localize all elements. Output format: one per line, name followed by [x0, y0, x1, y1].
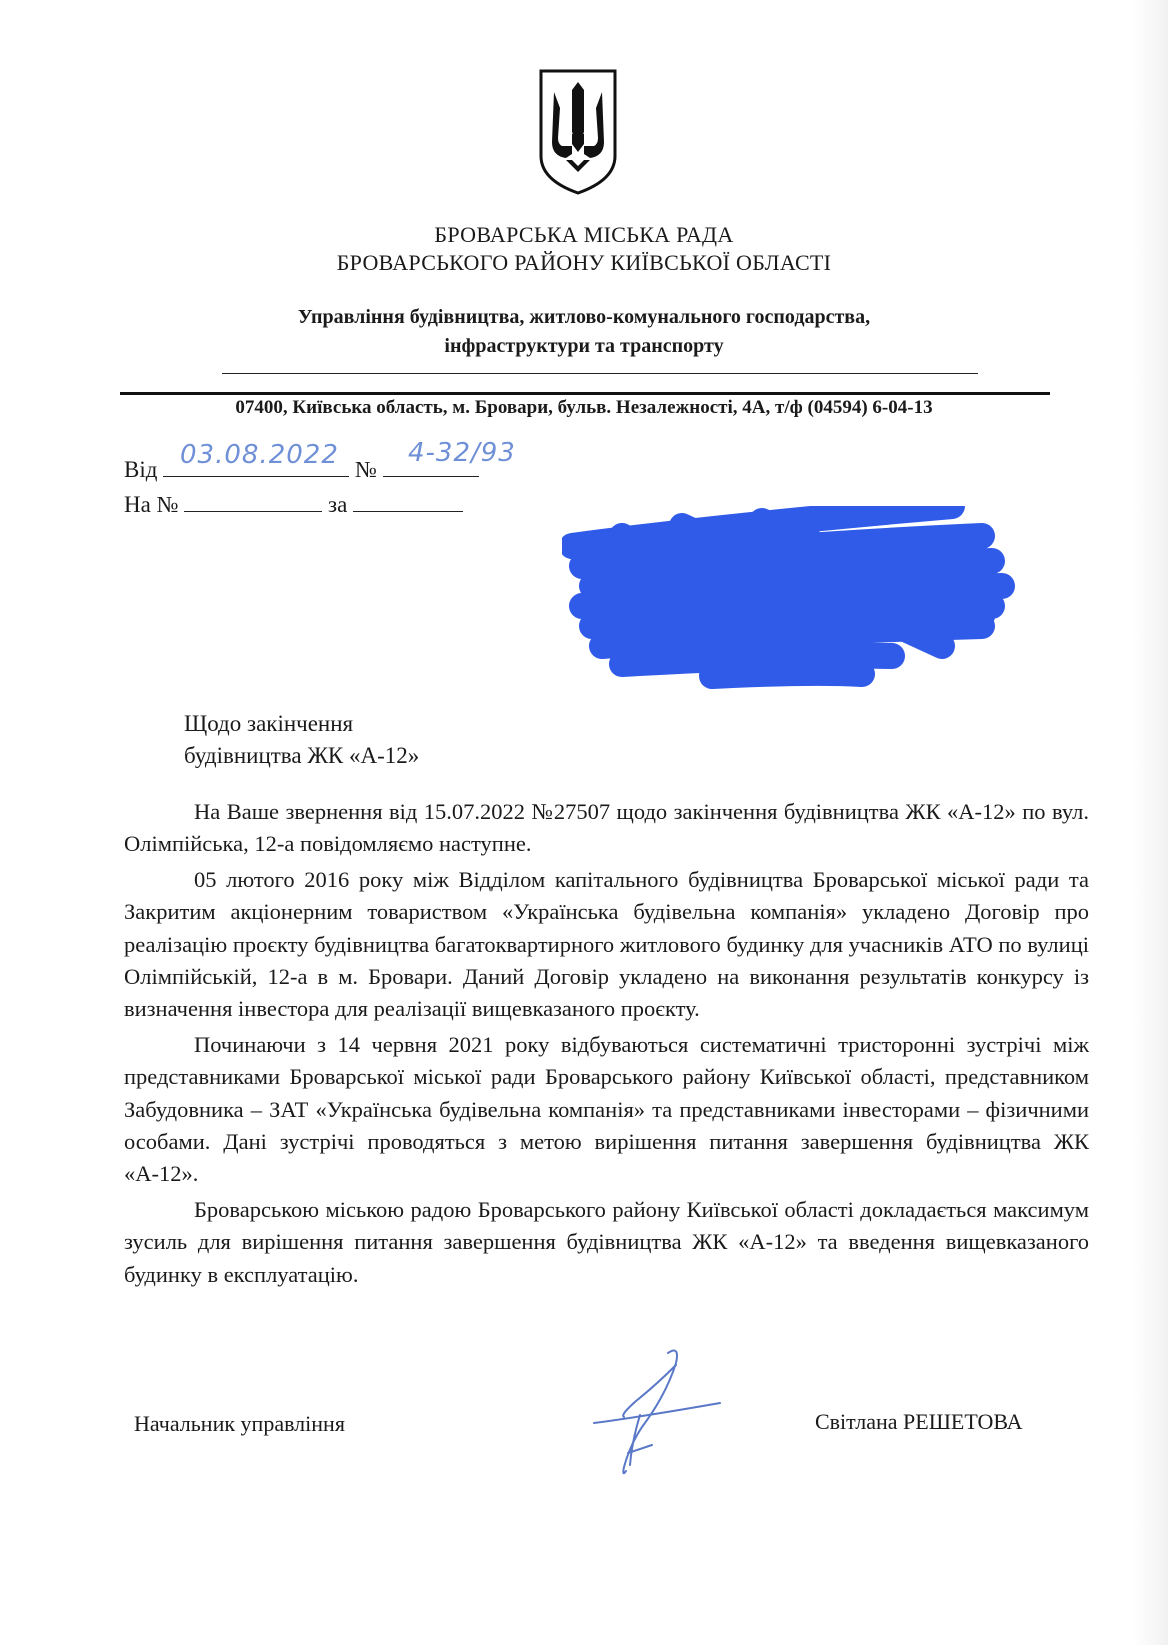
- ref-number-blank: [184, 491, 322, 512]
- body-paragraph-2: 05 лютого 2016 року між Відділом капітального будівництва Броварської міської ради та Закритим акціонерним товариством «Українська будівельна компанія» укладено Договір про реалізацію проєкту будівництва багатоквартирного житлового будинку для учасників АТО по вулиці Олімпійській, 12-а в м. Бровари. Даний Договір укладено на виконання результатів конкурсу із визначення інвестора для реалізації вищевказаного проєкту.: [124, 866, 1089, 1022]
- letter-body: [124, 796, 1089, 1294]
- body-paragraph-4: Броварською міською радою Броварського району Київської області докладається максимум зусиль для вирішення питання завершення будівництва ЖК «А-12» та введення вищевказаного будинку в експлуатацію.: [124, 1196, 1089, 1287]
- body-paragraph-1: На Ваше звернення від 15.07.2022 №27507 щодо закінчення будівництва ЖК «А-12» по вул. Олімпійська, 12-а повідомляємо наступне.: [124, 799, 1089, 857]
- reference-registration-row: [124, 491, 463, 518]
- department-address: 07400, Київська область, м. Бровари, бульв. Незалежності, 4А, т/ф (04594) 6-04-13: [235, 397, 933, 418]
- header-divider-thick: [120, 392, 1050, 395]
- body-paragraph-3: Починаючи з 14 червня 2021 року відбуваються систематичні тристоронні зустрічі між представниками Броварської міської ради Броварського району Київської області, представником Забудовника – ЗАТ «Українська будівельна компанія» та представниками інвесторами – фізичними особами. Дані зустрічі проводяться з метою вирішення питання завершення будівництва ЖК «А-12».: [124, 1031, 1089, 1187]
- signatory-name: Світлана РЕШЕТОВА: [815, 1409, 1023, 1434]
- header-divider-thin: [222, 373, 978, 374]
- trident-coat-of-arms-icon: [538, 68, 618, 196]
- ref-date-blank: [353, 491, 463, 512]
- ref-number-label: На №: [124, 492, 179, 517]
- council-name: БРОВАРСЬКА МІСЬКА РАДА: [434, 222, 734, 247]
- subject-line2: будівництва ЖК «А-12»: [184, 743, 420, 768]
- department-name-line1: Управління будівництва, житлово-комунального господарства,: [297, 306, 871, 328]
- subject-line1: Щодо закінчення: [184, 711, 354, 736]
- council-region: БРОВАРСЬКОГО РАЙОНУ КИЇВСЬКОЇ ОБЛАСТІ: [336, 250, 832, 275]
- handwritten-date: 03.08.2022: [180, 440, 339, 470]
- signatory-title: Начальник управління: [134, 1411, 345, 1436]
- from-label: Від: [124, 457, 158, 482]
- redaction-scribble: [562, 506, 1022, 692]
- department-name-line2: інфраструктури та транспорту: [444, 335, 724, 357]
- number-label: №: [354, 457, 377, 482]
- handwritten-number: 4-32/93: [408, 438, 516, 468]
- scan-edge-shadow: [1133, 0, 1168, 1645]
- handwritten-signature: [580, 1345, 730, 1485]
- ref-date-label: за: [328, 492, 348, 517]
